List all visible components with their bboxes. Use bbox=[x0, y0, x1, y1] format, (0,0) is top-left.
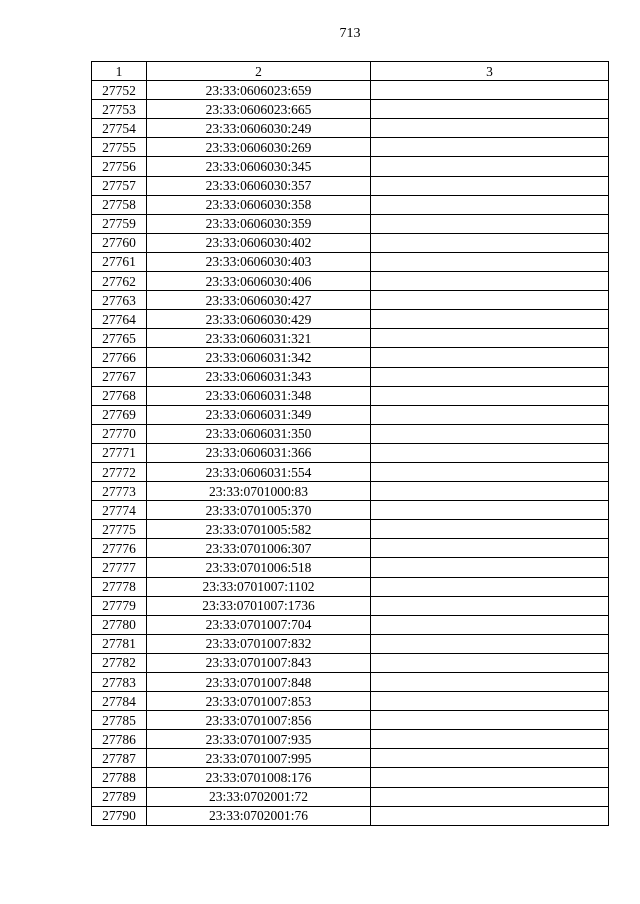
notes-cell bbox=[371, 176, 609, 195]
header-cell-2: 2 bbox=[147, 62, 371, 81]
row-number-cell: 27782 bbox=[92, 653, 147, 672]
cadastral-number-cell: 23:33:0606023:665 bbox=[147, 100, 371, 119]
row-number-cell: 27781 bbox=[92, 634, 147, 653]
table-row bbox=[92, 768, 609, 787]
row-number-cell: 27790 bbox=[92, 806, 147, 825]
row-number-cell: 27752 bbox=[92, 81, 147, 100]
table-row bbox=[92, 482, 609, 501]
row-number-cell: 27774 bbox=[92, 501, 147, 520]
table-row bbox=[92, 157, 609, 176]
cadastral-table bbox=[91, 61, 609, 826]
cadastral-number-cell: 23:33:0606030:358 bbox=[147, 195, 371, 214]
notes-cell bbox=[371, 195, 609, 214]
table-row bbox=[92, 252, 609, 271]
table-row bbox=[92, 615, 609, 634]
table-header-row bbox=[92, 62, 609, 81]
cadastral-number-cell: 23:33:0606031:321 bbox=[147, 329, 371, 348]
cadastral-number-cell: 23:33:0606030:269 bbox=[147, 138, 371, 157]
cadastral-number-cell: 23:33:0701006:518 bbox=[147, 558, 371, 577]
cadastral-number-cell: 23:33:0701005:370 bbox=[147, 501, 371, 520]
cadastral-number-cell: 23:33:0702001:72 bbox=[147, 787, 371, 806]
notes-cell bbox=[371, 329, 609, 348]
notes-cell bbox=[371, 138, 609, 157]
notes-cell bbox=[371, 214, 609, 233]
row-number-cell: 27776 bbox=[92, 539, 147, 558]
row-number-cell: 27758 bbox=[92, 195, 147, 214]
cadastral-number-cell: 23:33:0606030:249 bbox=[147, 119, 371, 138]
cadastral-number-cell: 23:33:0701007:832 bbox=[147, 634, 371, 653]
row-number-cell: 27759 bbox=[92, 214, 147, 233]
page-number: 713 bbox=[339, 26, 361, 41]
cadastral-number-cell: 23:33:0606030:345 bbox=[147, 157, 371, 176]
notes-cell bbox=[371, 806, 609, 825]
cadastral-number-cell: 23:33:0606030:427 bbox=[147, 291, 371, 310]
row-number-cell: 27755 bbox=[92, 138, 147, 157]
notes-cell bbox=[371, 367, 609, 386]
row-number-cell: 27768 bbox=[92, 386, 147, 405]
table-row bbox=[92, 424, 609, 443]
table-row bbox=[92, 558, 609, 577]
notes-cell bbox=[371, 81, 609, 100]
notes-cell bbox=[371, 386, 609, 405]
notes-cell bbox=[371, 692, 609, 711]
row-number-cell: 27772 bbox=[92, 462, 147, 481]
notes-cell bbox=[371, 443, 609, 462]
table-row bbox=[92, 462, 609, 481]
cadastral-number-cell: 23:33:0606031:554 bbox=[147, 462, 371, 481]
row-number-cell: 27784 bbox=[92, 692, 147, 711]
row-number-cell: 27753 bbox=[92, 100, 147, 119]
row-number-cell: 27769 bbox=[92, 405, 147, 424]
row-number-cell: 27767 bbox=[92, 367, 147, 386]
notes-cell bbox=[371, 749, 609, 768]
cadastral-number-cell: 23:33:0701000:83 bbox=[147, 482, 371, 501]
notes-cell bbox=[371, 501, 609, 520]
table-row bbox=[92, 310, 609, 329]
notes-cell bbox=[371, 673, 609, 692]
table-row bbox=[92, 195, 609, 214]
row-number-cell: 27757 bbox=[92, 176, 147, 195]
cadastral-number-cell: 23:33:0606031:348 bbox=[147, 386, 371, 405]
header-cell-3: 3 bbox=[371, 62, 609, 81]
row-number-cell: 27770 bbox=[92, 424, 147, 443]
table-row bbox=[92, 100, 609, 119]
row-number-cell: 27785 bbox=[92, 711, 147, 730]
table-row bbox=[92, 443, 609, 462]
cadastral-number-cell: 23:33:0606030:403 bbox=[147, 252, 371, 271]
row-number-cell: 27761 bbox=[92, 252, 147, 271]
row-number-cell: 27762 bbox=[92, 272, 147, 291]
cadastral-number-cell: 23:33:0606030:429 bbox=[147, 310, 371, 329]
cadastral-number-cell: 23:33:0606030:357 bbox=[147, 176, 371, 195]
row-number-cell: 27765 bbox=[92, 329, 147, 348]
notes-cell bbox=[371, 272, 609, 291]
table-row bbox=[92, 272, 609, 291]
table-row bbox=[92, 730, 609, 749]
table-row bbox=[92, 176, 609, 195]
table-row bbox=[92, 749, 609, 768]
cadastral-number-cell: 23:33:0701007:935 bbox=[147, 730, 371, 749]
notes-cell bbox=[371, 653, 609, 672]
notes-cell bbox=[371, 424, 609, 443]
notes-cell bbox=[371, 310, 609, 329]
row-number-cell: 27786 bbox=[92, 730, 147, 749]
notes-cell bbox=[371, 539, 609, 558]
row-number-cell: 27756 bbox=[92, 157, 147, 176]
notes-cell bbox=[371, 634, 609, 653]
cadastral-number-cell: 23:33:0606031:350 bbox=[147, 424, 371, 443]
row-number-cell: 27780 bbox=[92, 615, 147, 634]
table-row bbox=[92, 539, 609, 558]
row-number-cell: 27754 bbox=[92, 119, 147, 138]
row-number-cell: 27760 bbox=[92, 233, 147, 252]
table-row bbox=[92, 405, 609, 424]
notes-cell bbox=[371, 462, 609, 481]
table-row bbox=[92, 329, 609, 348]
table-row bbox=[92, 367, 609, 386]
cadastral-number-cell: 23:33:0606031:343 bbox=[147, 367, 371, 386]
cadastral-number-cell: 23:33:0701007:843 bbox=[147, 653, 371, 672]
row-number-cell: 27788 bbox=[92, 768, 147, 787]
table-row bbox=[92, 596, 609, 615]
table-row bbox=[92, 787, 609, 806]
notes-cell bbox=[371, 482, 609, 501]
notes-cell bbox=[371, 615, 609, 634]
row-number-cell: 27775 bbox=[92, 520, 147, 539]
row-number-cell: 27763 bbox=[92, 291, 147, 310]
cadastral-number-cell: 23:33:0606023:659 bbox=[147, 81, 371, 100]
cadastral-number-cell: 23:33:0606030:402 bbox=[147, 233, 371, 252]
cadastral-number-cell: 23:33:0701007:1102 bbox=[147, 577, 371, 596]
notes-cell bbox=[371, 787, 609, 806]
row-number-cell: 27777 bbox=[92, 558, 147, 577]
cadastral-number-cell: 23:33:0606031:342 bbox=[147, 348, 371, 367]
header-cell-1: 1 bbox=[92, 62, 147, 81]
row-number-cell: 27766 bbox=[92, 348, 147, 367]
table-row bbox=[92, 81, 609, 100]
notes-cell bbox=[371, 100, 609, 119]
row-number-cell: 27764 bbox=[92, 310, 147, 329]
notes-cell bbox=[371, 119, 609, 138]
row-number-cell: 27783 bbox=[92, 673, 147, 692]
notes-cell bbox=[371, 596, 609, 615]
table-row bbox=[92, 711, 609, 730]
table-row bbox=[92, 692, 609, 711]
cadastral-number-cell: 23:33:0606030:406 bbox=[147, 272, 371, 291]
row-number-cell: 27779 bbox=[92, 596, 147, 615]
cadastral-number-cell: 23:33:0606030:359 bbox=[147, 214, 371, 233]
notes-cell bbox=[371, 558, 609, 577]
table-row bbox=[92, 501, 609, 520]
table-row bbox=[92, 291, 609, 310]
notes-cell bbox=[371, 730, 609, 749]
cadastral-number-cell: 23:33:0606031:366 bbox=[147, 443, 371, 462]
table-row bbox=[92, 653, 609, 672]
cadastral-number-cell: 23:33:0701008:176 bbox=[147, 768, 371, 787]
cadastral-number-cell: 23:33:0702001:76 bbox=[147, 806, 371, 825]
cadastral-number-cell: 23:33:0701007:856 bbox=[147, 711, 371, 730]
notes-cell bbox=[371, 291, 609, 310]
table-row bbox=[92, 673, 609, 692]
notes-cell bbox=[371, 252, 609, 271]
cadastral-number-cell: 23:33:0701005:582 bbox=[147, 520, 371, 539]
cadastral-number-cell: 23:33:0701007:1736 bbox=[147, 596, 371, 615]
row-number-cell: 27778 bbox=[92, 577, 147, 596]
notes-cell bbox=[371, 405, 609, 424]
notes-cell bbox=[371, 233, 609, 252]
notes-cell bbox=[371, 768, 609, 787]
table-row bbox=[92, 233, 609, 252]
cadastral-number-cell: 23:33:0701007:848 bbox=[147, 673, 371, 692]
table-row bbox=[92, 138, 609, 157]
table-row bbox=[92, 520, 609, 539]
notes-cell bbox=[371, 348, 609, 367]
row-number-cell: 27787 bbox=[92, 749, 147, 768]
notes-cell bbox=[371, 520, 609, 539]
table-row bbox=[92, 634, 609, 653]
table-row bbox=[92, 806, 609, 825]
notes-cell bbox=[371, 711, 609, 730]
table-body bbox=[92, 62, 609, 826]
table-row bbox=[92, 577, 609, 596]
cadastral-number-cell: 23:33:0606031:349 bbox=[147, 405, 371, 424]
row-number-cell: 27773 bbox=[92, 482, 147, 501]
table-row bbox=[92, 119, 609, 138]
row-number-cell: 27789 bbox=[92, 787, 147, 806]
cadastral-number-cell: 23:33:0701007:704 bbox=[147, 615, 371, 634]
cadastral-number-cell: 23:33:0701007:853 bbox=[147, 692, 371, 711]
table-row bbox=[92, 348, 609, 367]
table-row bbox=[92, 386, 609, 405]
row-number-cell: 27771 bbox=[92, 443, 147, 462]
cadastral-number-cell: 23:33:0701006:307 bbox=[147, 539, 371, 558]
notes-cell bbox=[371, 577, 609, 596]
notes-cell bbox=[371, 157, 609, 176]
table-row bbox=[92, 214, 609, 233]
cadastral-number-cell: 23:33:0701007:995 bbox=[147, 749, 371, 768]
